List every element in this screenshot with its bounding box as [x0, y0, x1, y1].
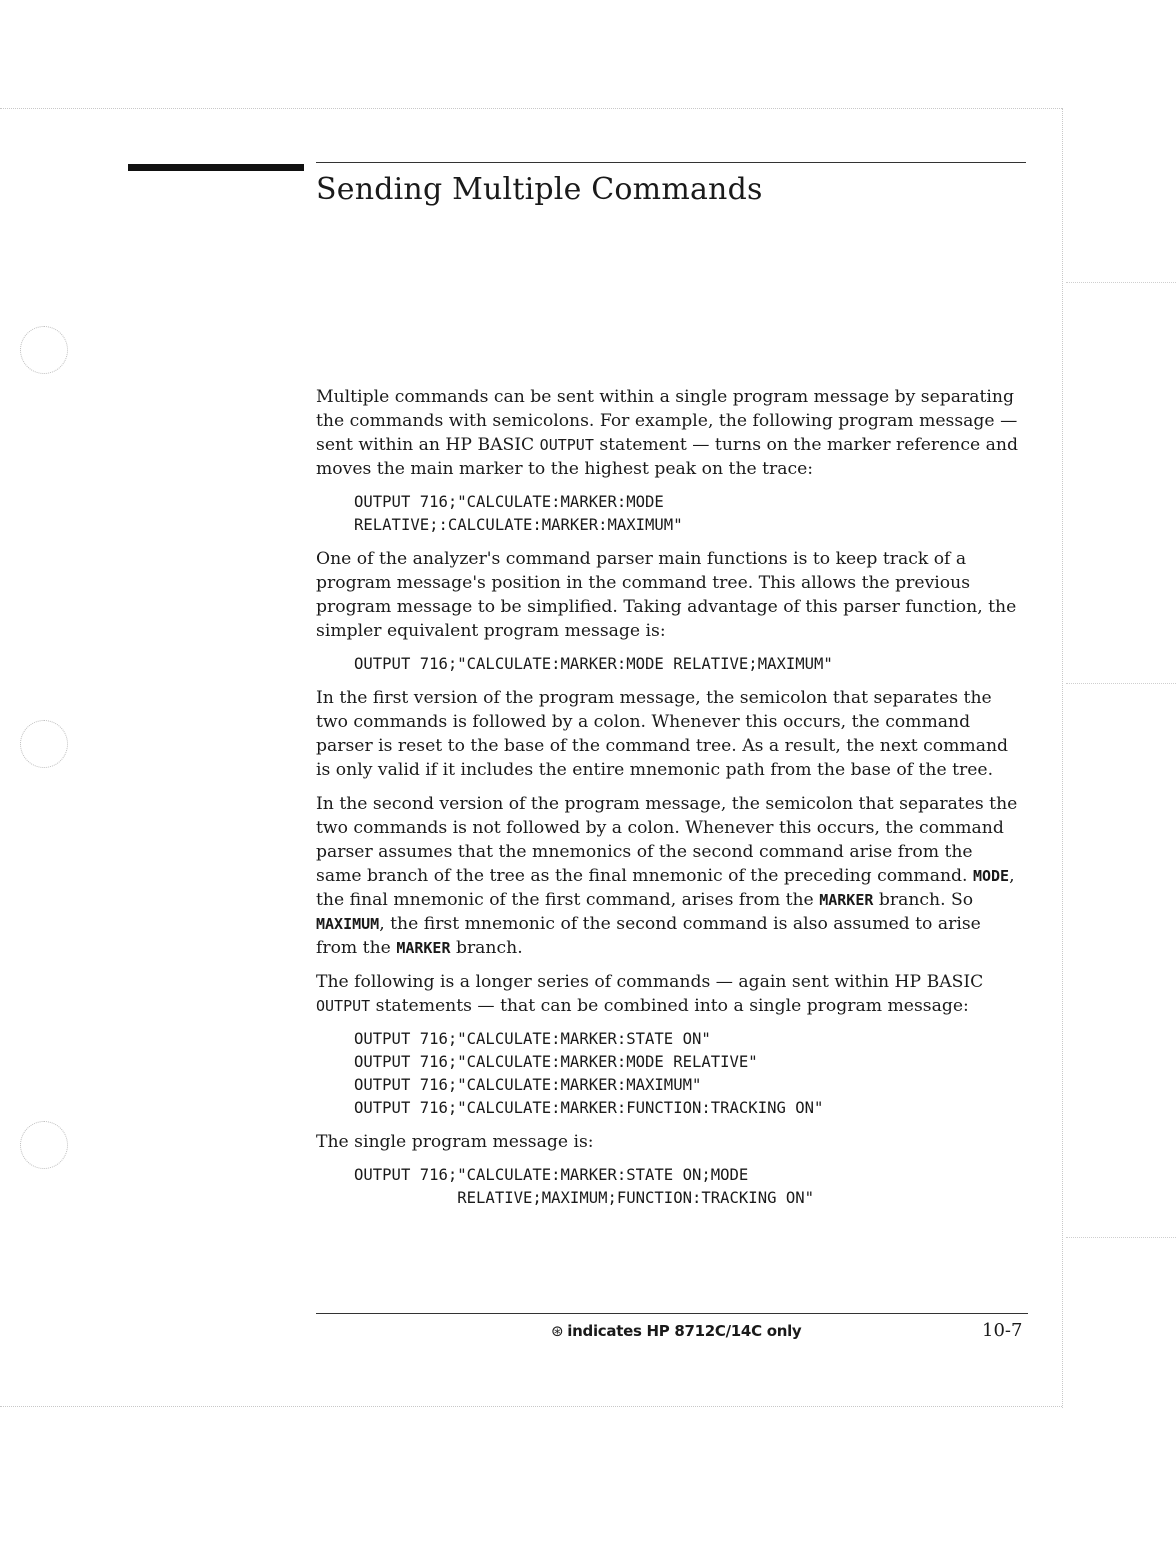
text-run: , the final mnemonic of the first command, arises from the	[316, 866, 1015, 910]
inline-keyword: MARKER	[396, 939, 451, 957]
section-header-rule	[316, 162, 1026, 163]
footer-rule	[316, 1313, 1028, 1314]
punch-hole	[20, 1121, 68, 1169]
text-run: , the first mnemonic of the second command is also assumed to arise from the	[316, 914, 981, 958]
code-example-1: OUTPUT 716;"CALCULATE:MARKER:MODE RELATIVE;:CALCULATE:MARKER:MAXIMUM"	[354, 493, 683, 534]
paragraph-single-message: The single program message is:	[316, 1132, 594, 1152]
scan-tab-mark	[1066, 683, 1176, 684]
hp-logo-icon: ⊛	[551, 1322, 564, 1340]
body-content	[316, 385, 1021, 1220]
punch-hole	[20, 720, 68, 768]
code-example-4: OUTPUT 716;"CALCULATE:MARKER:STATE ON;MODE RELATIVE;MAXIMUM;FUNCTION:TRACKING ON"	[354, 1166, 815, 1207]
page-number: 10-7	[982, 1320, 1023, 1341]
inline-keyword: MAXIMUM	[316, 915, 380, 933]
text-run: statements — that can be combined into a single program message:	[370, 996, 969, 1016]
punch-hole	[20, 326, 68, 374]
paragraph-parser: One of the analyzer's command parser main functions is to keep track of a program message's position in the command tree. This allows the previous program message to be simplified. Taking advantage of this parser function, the simpler equivalent program message is:	[316, 549, 1017, 641]
scan-tab-mark	[1066, 282, 1176, 283]
code-example-2: OUTPUT 716;"CALCULATE:MARKER:MODE RELATIVE;MAXIMUM"	[354, 655, 833, 673]
paragraph-second-version	[316, 792, 1021, 960]
text-run: Multiple commands can be sent within a single program message by separating the commands with semicolons. For example, the following program message — sent within an HP BASIC	[316, 387, 1018, 455]
text-run: In the second version of the program message, the semicolon that separates the two commands is not followed by a colon. Whenever this occurs, the command parser assumes that the mnemonics of the second command arise from the same branch of the tree as the final mnemonic of the preceding command.	[316, 794, 1018, 886]
scan-tab-mark	[1066, 1237, 1176, 1238]
scan-page-edge-bottom	[0, 1406, 1062, 1407]
footer-note-text: indicates HP 8712C/14C only	[567, 1322, 802, 1340]
text-run: statement — turns on the marker reference and moves the main marker to the highest peak on the trace:	[316, 435, 1018, 479]
text-run: branch. So	[873, 890, 974, 910]
scan-page-edge-top	[0, 108, 1062, 109]
inline-keyword: OUTPUT	[539, 436, 594, 454]
text-run: branch.	[450, 938, 523, 958]
page-title: Sending Multiple Commands	[316, 172, 763, 207]
inline-keyword: MODE	[972, 867, 1010, 885]
inline-keyword: OUTPUT	[316, 997, 371, 1015]
paragraph-longer-series	[316, 970, 1021, 1018]
paragraph-first-version: In the first version of the program message, the semicolon that separates the two commands is followed by a colon. Whenever this occurs, the command parser is reset to the base of the command tree. As a result, the next command is only valid if it includes the entire mnemonic path from the base of the tree.	[316, 688, 1009, 780]
code-example-3: OUTPUT 716;"CALCULATE:MARKER:STATE ON" OUTPUT 716;"CALCULATE:MARKER:MODE RELATIVE" OUTPUT 716;"CALCULATE:MARKER:MAXIMUM" OUTPUT 716;"CALCULATE:MARKER:FUNCTION:TRACKING ON"	[354, 1030, 824, 1117]
inline-keyword: MARKER	[819, 891, 874, 909]
text-run: The following is a longer series of commands — again sent within HP BASIC	[316, 972, 984, 992]
paragraph-intro	[316, 385, 1021, 481]
section-header-bar	[128, 164, 304, 171]
scan-page-edge-right	[1062, 108, 1063, 1408]
footer-note	[551, 1322, 801, 1340]
